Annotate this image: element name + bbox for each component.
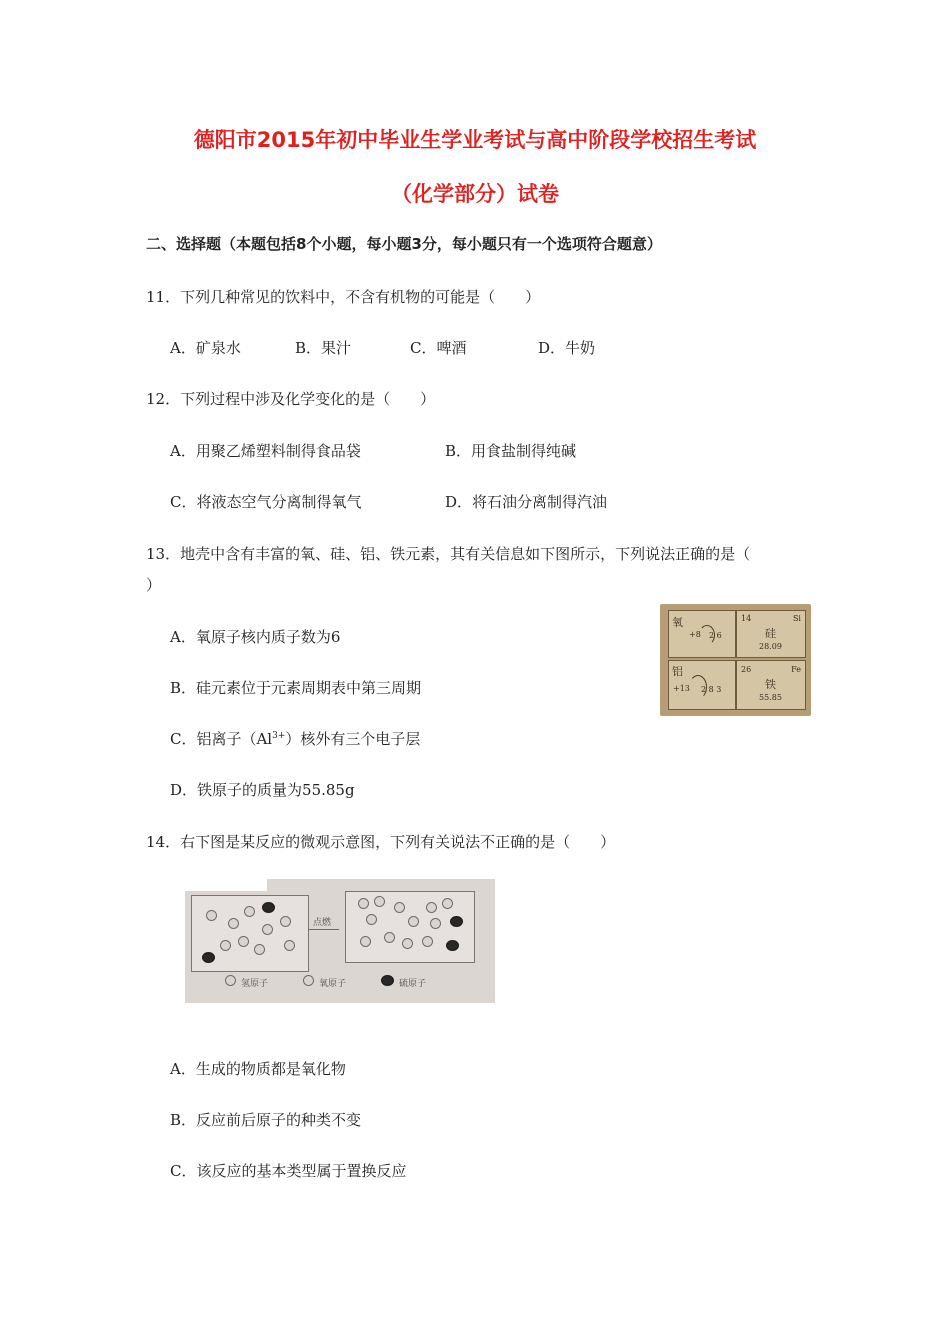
- hydrogen-atom: [238, 936, 249, 947]
- q13-option-c-post: ）核外有三个电子层: [285, 730, 421, 748]
- hydrogen-atom: [220, 940, 231, 951]
- silicon-cell: [736, 610, 806, 658]
- q13-option-c-pre: C．铝离子（Al: [170, 730, 273, 748]
- q13-ion-charge: 3+: [272, 731, 286, 741]
- legend-sulfur-marker: [381, 975, 394, 986]
- hydrogen-atom: [284, 940, 295, 951]
- iron-mass: 55.85: [759, 693, 782, 702]
- element-info-figure: [660, 604, 811, 716]
- oxygen-atom-cell: [668, 610, 736, 658]
- hydrogen-atom: [262, 924, 273, 935]
- q14-option-a: A．生成的物质都是氧化物: [170, 1060, 346, 1078]
- silicon-name: 硅: [765, 627, 776, 640]
- oxygen-nucleus: +8: [689, 630, 701, 639]
- q13-option-d: D．铁原子的质量为55.85g: [170, 781, 355, 799]
- q13-stem-line1: 13．地壳中含有丰富的氧、硅、铝、铁元素，其有关信息如下图所示，下列说法正确的是（: [146, 545, 751, 563]
- q11-option-b: B．果汁: [295, 339, 352, 357]
- exam-title-line2: （化学部分）试卷: [391, 182, 559, 206]
- reaction-condition: 点燃: [313, 918, 332, 928]
- q12-option-d: D．将石油分离制得汽油: [445, 493, 608, 511]
- q11-option-d: D．牛奶: [538, 339, 596, 357]
- oxygen-atom: [254, 944, 265, 955]
- legend-sulfur: 硫原子: [399, 979, 427, 989]
- products-box: [345, 891, 475, 963]
- oxygen-atom: [430, 918, 441, 929]
- oxygen-atom: [384, 932, 395, 943]
- q11-option-a: A．矿泉水: [170, 339, 241, 357]
- q12-stem: 12．下列过程中涉及化学变化的是（ ）: [146, 390, 436, 408]
- silicon-mass: 28.09: [759, 642, 782, 651]
- aluminum-name: 铝: [672, 665, 683, 678]
- iron-name: 铁: [765, 678, 776, 691]
- q13-option-b: B．硅元素位于元素周期表中第三周期: [170, 679, 422, 697]
- section-heading: 二、选择题（本题包括8个小题，每小题3分，每小题只有一个选项符合题意）: [146, 235, 662, 253]
- q13-stem-line2: ）: [146, 576, 162, 594]
- q14-stem: 14．右下图是某反应的微观示意图，下列有关说法不正确的是（ ）: [146, 833, 616, 851]
- legend-oxygen-marker: [303, 975, 314, 986]
- iron-number: 26: [741, 665, 752, 674]
- q12-option-a: A．用聚乙烯塑料制得食品袋: [170, 442, 361, 460]
- q12-option-b: B．用食盐制得纯碱: [445, 442, 577, 460]
- hydrogen-atom: [244, 906, 255, 917]
- q13-option-a: A．氧原子核内质子数为6: [170, 628, 341, 646]
- oxygen-shells: 2 6: [709, 631, 722, 640]
- reaction-arrow: [309, 929, 339, 930]
- sulfur-atom: [262, 902, 275, 913]
- q12-option-c: C．将液态空气分离制得氧气: [170, 493, 362, 511]
- oxygen-atom: [358, 898, 369, 909]
- oxygen-atom: [408, 916, 419, 927]
- aluminum-atom-cell: [668, 660, 736, 710]
- sulfur-atom: [446, 940, 459, 951]
- legend-hydrogen-marker: [225, 975, 236, 986]
- oxygen-atom: [422, 936, 433, 947]
- oxygen-atom: [402, 938, 413, 949]
- oxygen-name: 氧: [672, 616, 683, 629]
- aluminum-nucleus: +13: [673, 684, 690, 693]
- reactants-box: [191, 895, 309, 972]
- sulfur-atom: [202, 952, 215, 963]
- hydrogen-atom: [280, 916, 291, 927]
- hydrogen-atom: [206, 910, 217, 921]
- oxygen-atom: [426, 902, 437, 913]
- q14-option-c: C．该反应的基本类型属于置换反应: [170, 1162, 407, 1180]
- hydrogen-atom: [228, 918, 239, 929]
- oxygen-atom: [442, 898, 453, 909]
- silicon-number: 14: [741, 614, 752, 623]
- figure-corner-mask: [185, 879, 267, 891]
- q11-option-c: C．啤酒: [410, 339, 467, 357]
- oxygen-atom: [360, 936, 371, 947]
- oxygen-atom: [366, 914, 377, 925]
- legend-hydrogen: 氢原子: [241, 979, 269, 989]
- iron-symbol: Fe: [791, 665, 801, 674]
- aluminum-shells: 2 8 3: [701, 685, 722, 694]
- oxygen-atom: [374, 896, 385, 907]
- q14-option-b: B．反应前后原子的种类不变: [170, 1111, 362, 1129]
- q11-stem: 11．下列几种常见的饮料中，不含有机物的可能是（ ）: [146, 288, 541, 306]
- reaction-microscopic-figure: [185, 879, 495, 1003]
- q13-option-c: [170, 728, 420, 749]
- silicon-symbol: Si: [792, 614, 801, 623]
- oxygen-atom: [394, 902, 405, 913]
- sulfur-atom: [450, 916, 463, 927]
- iron-cell: [736, 660, 806, 710]
- exam-title-line1: 德阳市2015年初中毕业生学业考试与高中阶段学校招生考试: [193, 128, 757, 152]
- legend-oxygen: 氧原子: [319, 979, 347, 989]
